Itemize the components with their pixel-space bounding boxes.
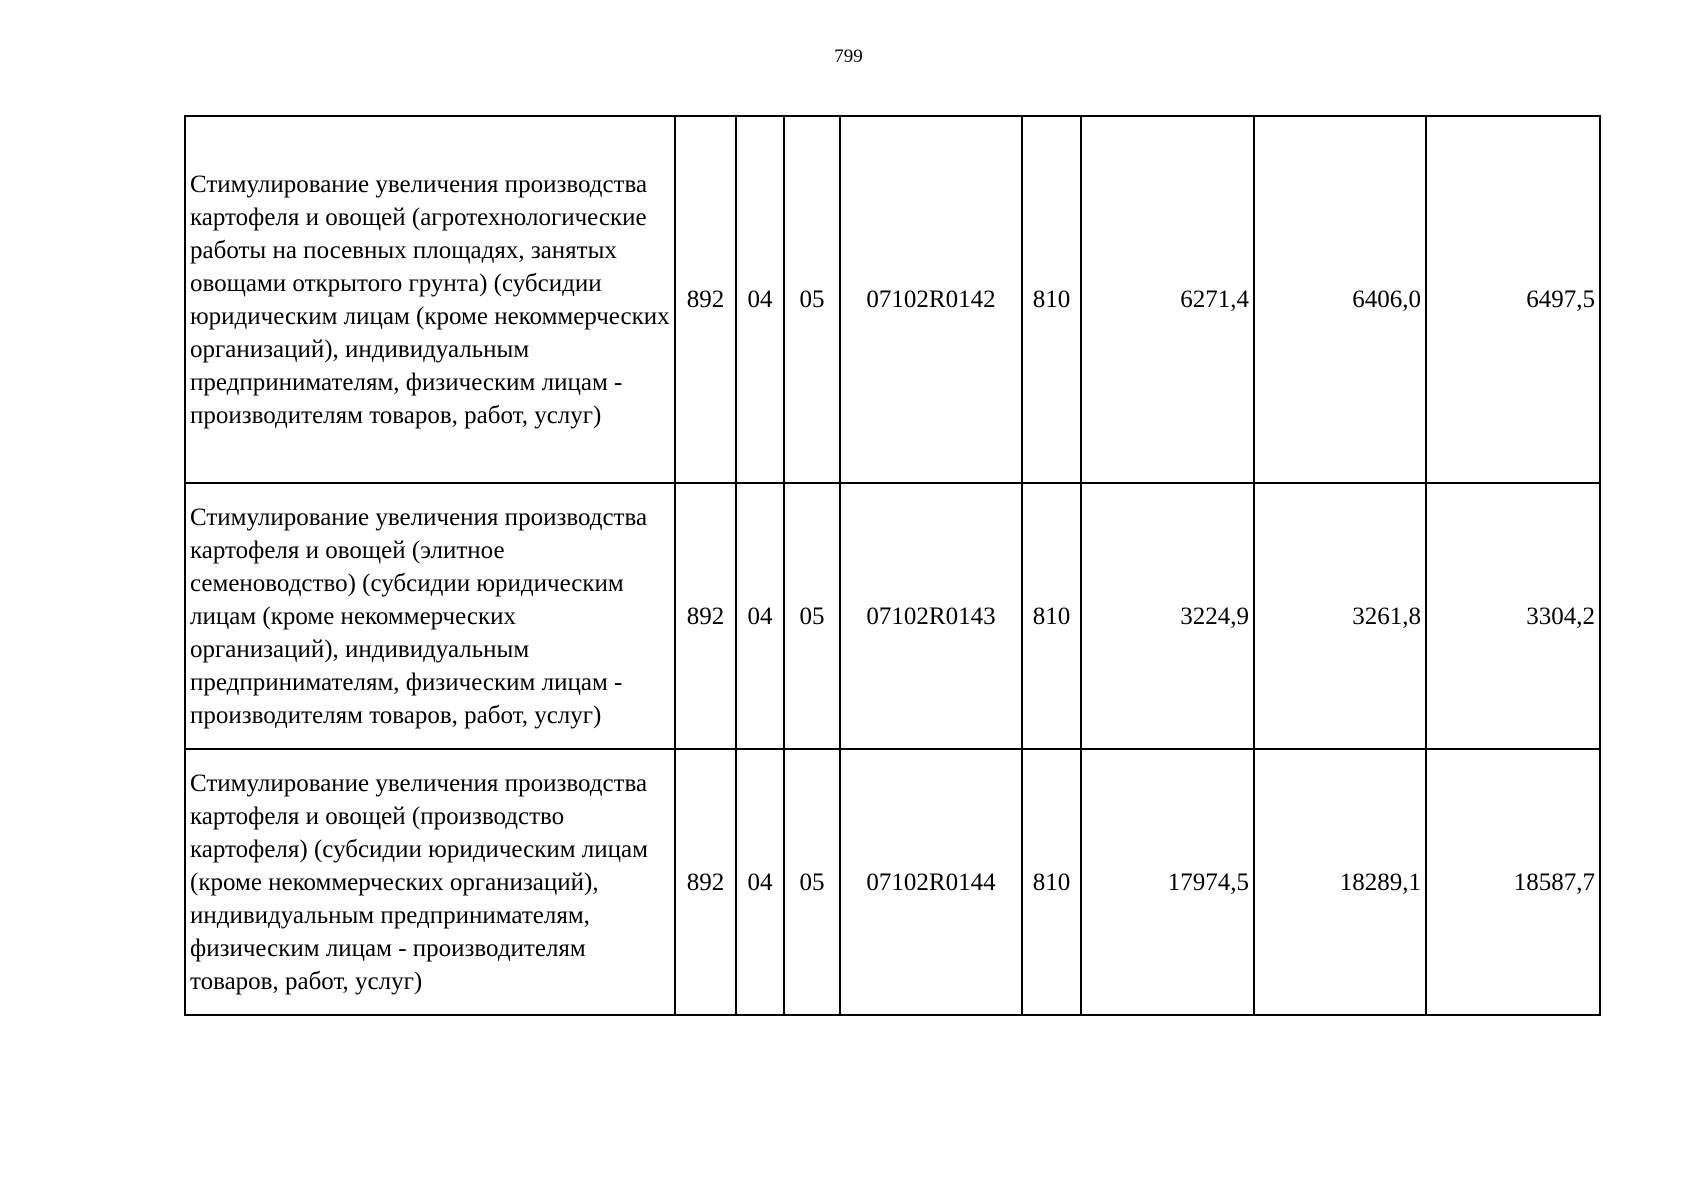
row-amount-2: 6406,0 xyxy=(1254,116,1426,483)
row-expense-type: 810 xyxy=(1022,116,1081,483)
row-ministry-code: 892 xyxy=(675,749,736,1015)
page-number: 799 xyxy=(834,46,863,67)
row-description: Стимулирование увеличения производства картофеля и овощей (производство картофеля) (субсидии юридическим лицам (кроме некоммерческих организаций), индивидуальным предпринимателям, физическим лицам - производителям товаров, работ, услуг) xyxy=(185,749,675,1015)
row-amount-2: 18289,1 xyxy=(1254,749,1426,1015)
row-target-article: 07102R0144 xyxy=(840,749,1022,1015)
row-subsection-code: 05 xyxy=(784,483,840,749)
row-section-code: 04 xyxy=(736,116,784,483)
table-row xyxy=(185,116,1600,483)
row-section-code: 04 xyxy=(736,749,784,1015)
row-amount-1: 6271,4 xyxy=(1081,116,1254,483)
row-subsection-code: 05 xyxy=(784,116,840,483)
row-description: Стимулирование увеличения производства картофеля и овощей (элитное семеноводство) (субсидии юридическим лицам (кроме некоммерческих организаций), индивидуальным предпринимателям, физическим лицам - производителям товаров, работ, услуг) xyxy=(185,483,675,749)
row-amount-3: 18587,7 xyxy=(1426,749,1600,1015)
row-target-article: 07102R0142 xyxy=(840,116,1022,483)
row-amount-3: 6497,5 xyxy=(1426,116,1600,483)
table-row xyxy=(185,749,1600,1015)
row-expense-type: 810 xyxy=(1022,483,1081,749)
row-target-article: 07102R0143 xyxy=(840,483,1022,749)
budget-table xyxy=(184,115,1601,1016)
row-ministry-code: 892 xyxy=(675,116,736,483)
row-subsection-code: 05 xyxy=(784,749,840,1015)
row-section-code: 04 xyxy=(736,483,784,749)
row-description: Стимулирование увеличения производства картофеля и овощей (агротехнологические работы на посевных площадях, занятых овощами открытого грунта) (субсидии юридическим лицам (кроме некоммерческих организаций), индивидуальным предпринимателям, физическим лицам - производителям товаров, работ, услуг) xyxy=(185,116,675,483)
row-expense-type: 810 xyxy=(1022,749,1081,1015)
row-amount-2: 3261,8 xyxy=(1254,483,1426,749)
row-amount-3: 3304,2 xyxy=(1426,483,1600,749)
row-amount-1: 3224,9 xyxy=(1081,483,1254,749)
row-ministry-code: 892 xyxy=(675,483,736,749)
row-amount-1: 17974,5 xyxy=(1081,749,1254,1015)
table-row xyxy=(185,483,1600,749)
